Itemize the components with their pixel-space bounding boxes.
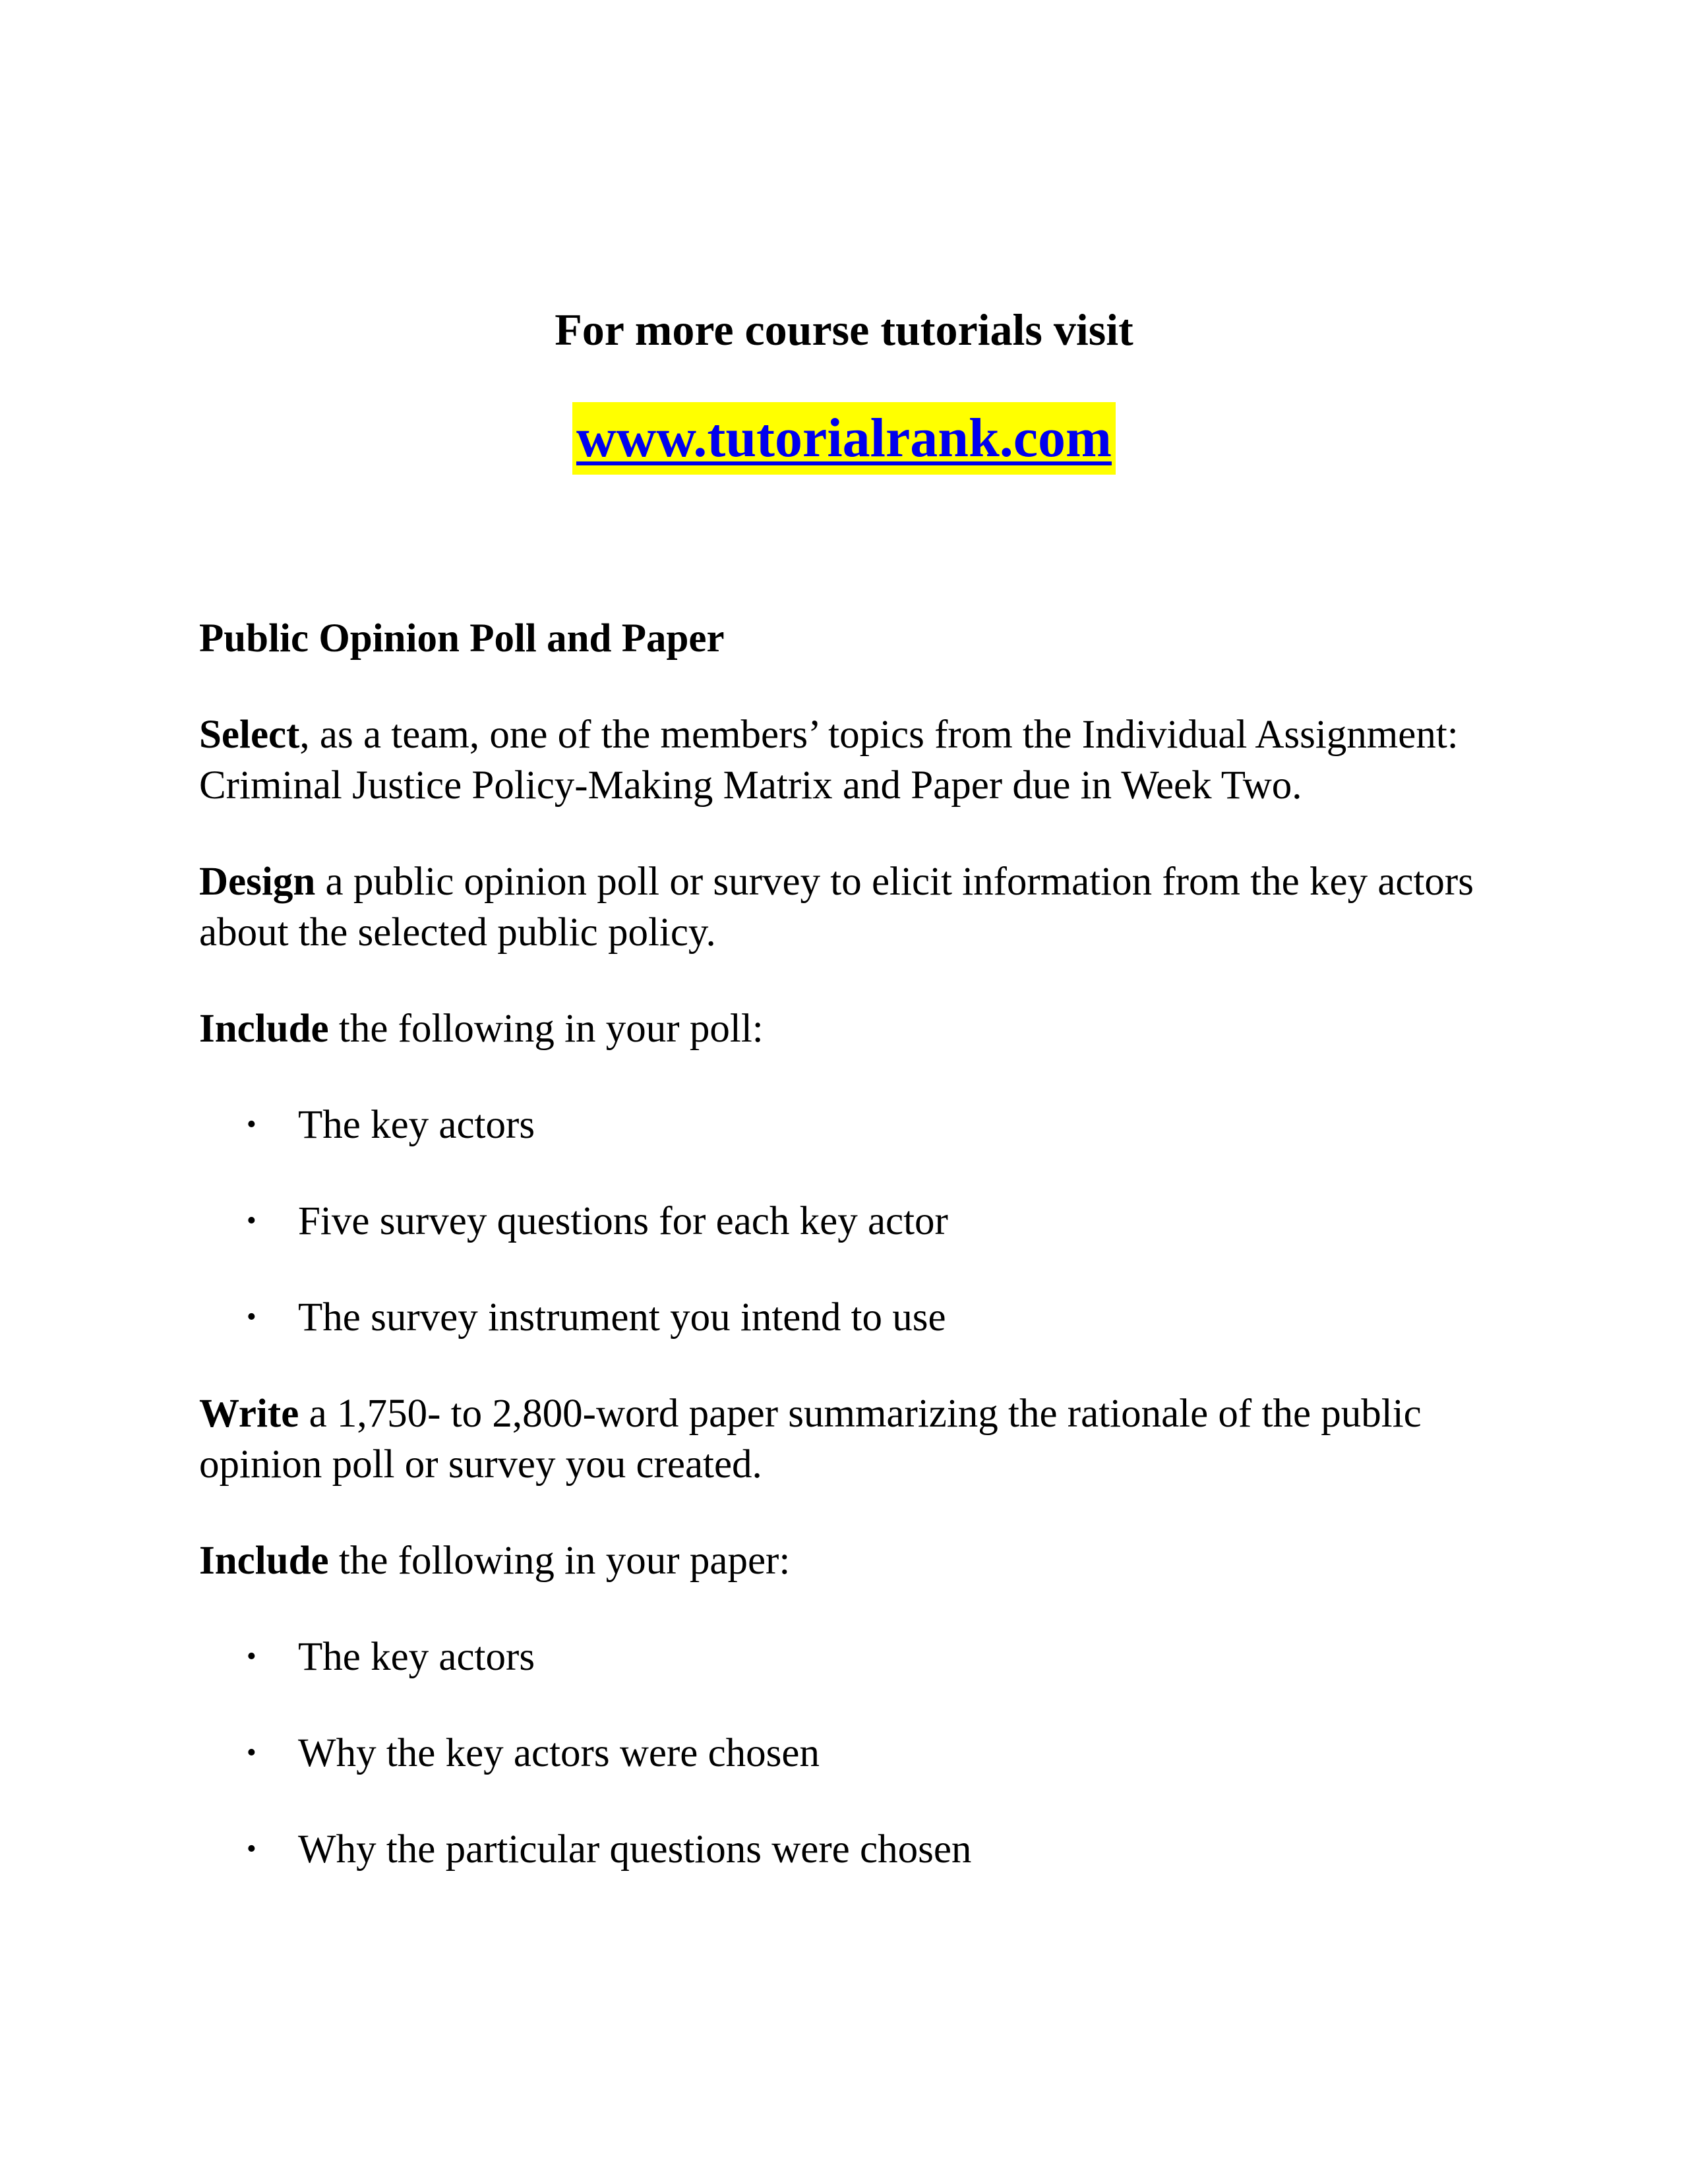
list-item-text: Five survey questions for each key actor: [298, 1199, 948, 1243]
list-item-text: The key actors: [298, 1635, 535, 1679]
bullet-icon: •: [247, 1738, 256, 1768]
include-paper-keyword: Include: [199, 1539, 329, 1583]
select-keyword: Select: [199, 713, 300, 757]
list-item: [199, 1632, 1505, 1682]
list-item-text: Why the particular questions were chosen: [298, 1827, 972, 1872]
bullet-icon: •: [247, 1206, 256, 1236]
list-item: [199, 1728, 1505, 1779]
include-paper-paragraph: [199, 1535, 1505, 1586]
paper-requirements-list: [199, 1632, 1505, 1875]
include-poll-keyword: Include: [199, 1007, 329, 1051]
poll-requirements-list: [199, 1100, 1505, 1343]
select-text: , as a team, one of the members’ topics from the Individual Assignment: Criminal Justice Policy-Making Matrix and Paper due in Week Two.: [199, 713, 1459, 808]
assignment-body: [199, 613, 1505, 1920]
write-keyword: Write: [199, 1392, 299, 1436]
promo-url-container: [0, 402, 1688, 475]
include-paper-text: the following in your paper:: [328, 1539, 791, 1583]
design-paragraph: [199, 856, 1505, 958]
list-item: [199, 1196, 1505, 1247]
list-item-text: The survey instrument you intend to use: [298, 1295, 946, 1340]
select-paragraph: [199, 709, 1505, 811]
bullet-icon: •: [247, 1641, 256, 1672]
bullet-icon: •: [247, 1109, 256, 1140]
bullet-icon: •: [247, 1302, 256, 1332]
list-item-text: The key actors: [298, 1103, 535, 1147]
promo-heading: [0, 300, 1688, 359]
design-text: a public opinion poll or survey to elicit information from the key actors about the selected public policy.: [199, 860, 1474, 955]
list-item-text: Why the key actors were chosen: [298, 1731, 820, 1775]
tutorial-site-link[interactable]: www.tutorialrank.com: [572, 402, 1116, 475]
list-item: [199, 1292, 1505, 1343]
write-text: a 1,750- to 2,800-word paper summarizing the rationale of the public opinion poll or survey you created.: [199, 1392, 1422, 1487]
include-poll-paragraph: [199, 1003, 1505, 1054]
include-poll-text: the following in your poll:: [328, 1007, 764, 1051]
list-item: [199, 1824, 1505, 1875]
document-title: Public Opinion Poll and Paper: [199, 616, 725, 661]
promo-heading-text: For more course tutorials visit: [555, 305, 1133, 355]
bullet-icon: •: [247, 1834, 256, 1864]
write-paragraph: [199, 1388, 1505, 1490]
list-item: [199, 1100, 1505, 1150]
design-keyword: Design: [199, 860, 316, 904]
